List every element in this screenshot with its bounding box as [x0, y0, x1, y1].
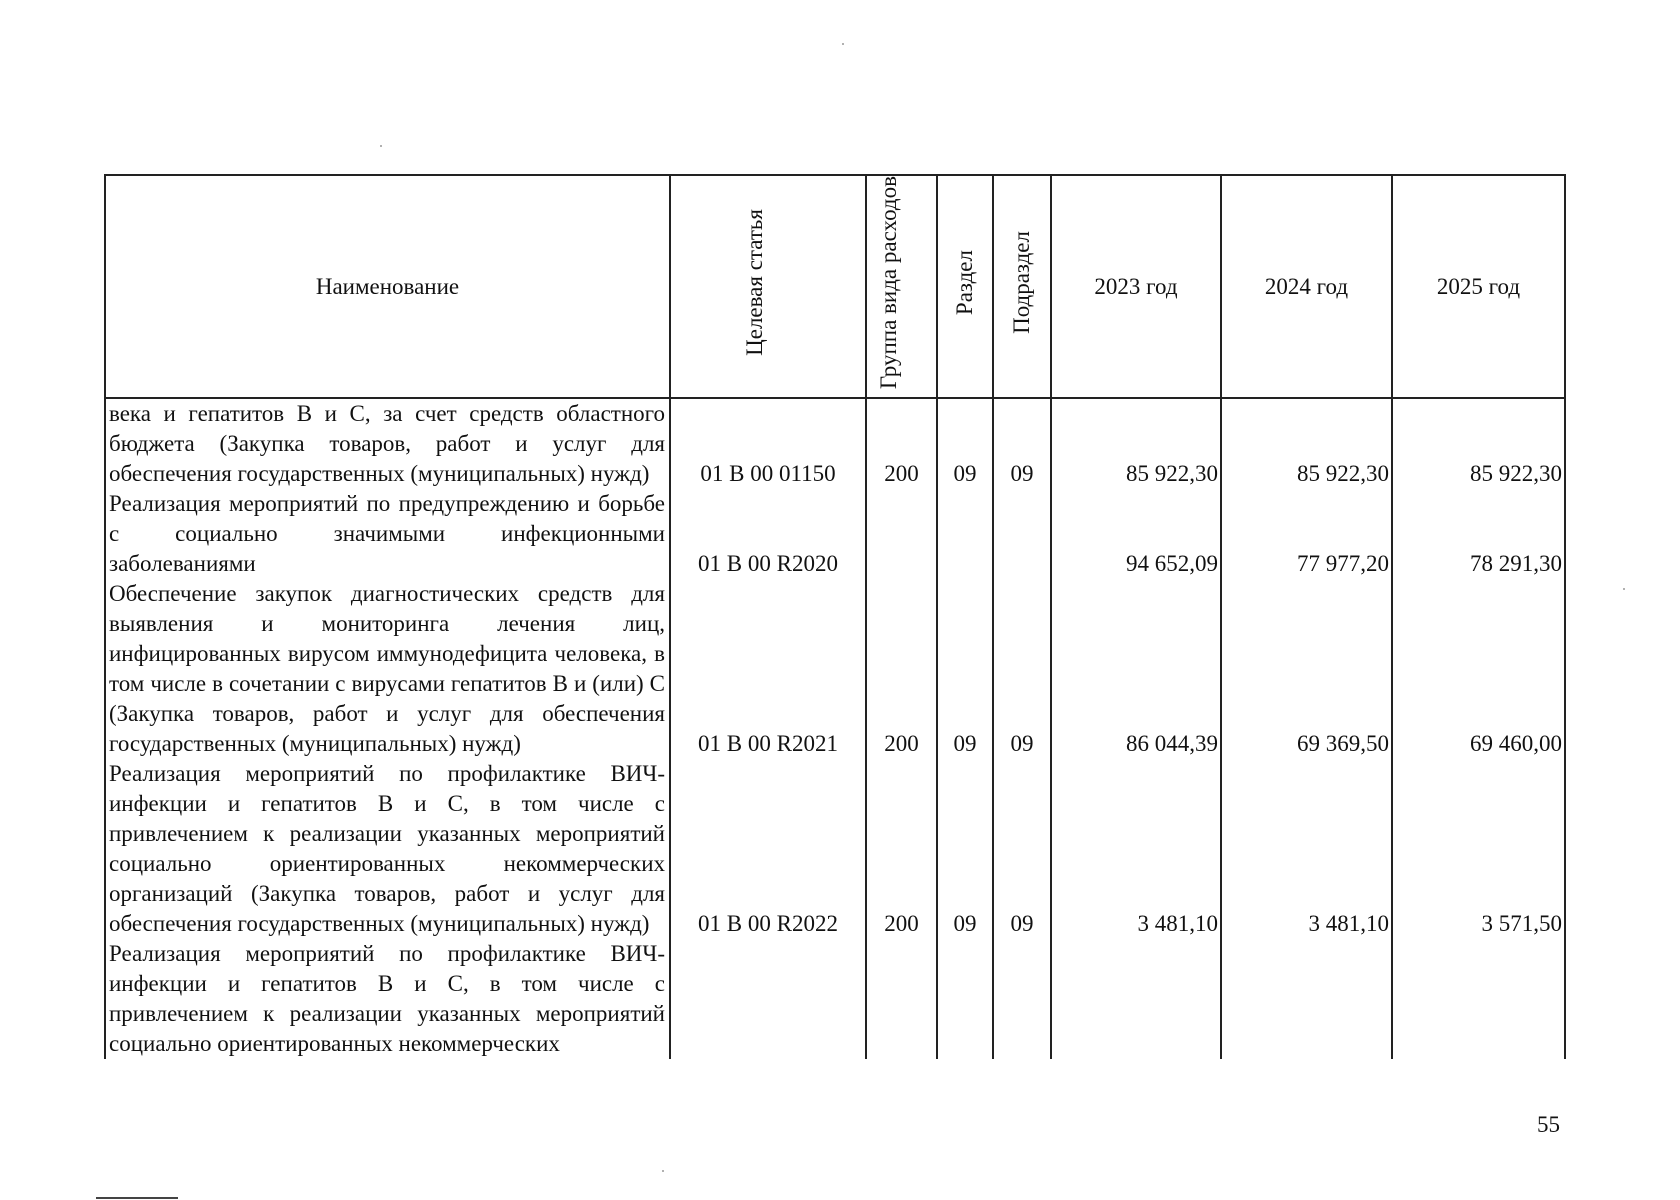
header-2023: 2023 год [1051, 175, 1221, 398]
row-section: 09 [937, 759, 993, 939]
row-expense-group: 200 [866, 579, 937, 759]
header-expense-group-text: Группа вида расходов [875, 176, 901, 390]
header-target-article-text: Целевая статья [742, 209, 767, 356]
row-subsection: 09 [993, 579, 1051, 759]
header-expense-group [866, 175, 937, 398]
row-2025: 3 571,50 [1392, 759, 1565, 939]
header-2025: 2025 год [1392, 175, 1565, 398]
footnote-rule [96, 1197, 178, 1199]
row-target-article: 01 В 00 R2022 [670, 759, 866, 939]
row-expense-group: 200 [866, 759, 937, 939]
row-name: Обеспечение закупок диагностических средств для выявления и мониторинга лечения лиц, инфицированных вирусом иммунодефицита человека, в том числе в сочетании с вирусами гепатитов В и (или) С (Закупка товаров, работ и услуг для обеспечения государственных (муниципальных) нужд) [105, 579, 670, 759]
header-subsection-text: Подраздел [1009, 231, 1034, 334]
row-2024: 85 922,30 [1221, 398, 1392, 489]
row-2025: 69 460,00 [1392, 579, 1565, 759]
header-2024: 2024 год [1221, 175, 1392, 398]
row-target-article [670, 939, 866, 1059]
header-subsection [993, 175, 1051, 398]
row-2025 [1392, 939, 1565, 1059]
table-row [105, 489, 1565, 579]
row-2023 [1051, 939, 1221, 1059]
row-expense-group: 200 [866, 398, 937, 489]
row-section: 09 [937, 398, 993, 489]
budget-table [104, 174, 1566, 1059]
row-2024: 77 977,20 [1221, 489, 1392, 579]
scan-speck [380, 145, 382, 147]
header-target-article [670, 175, 866, 398]
row-subsection [993, 939, 1051, 1059]
row-2025: 78 291,30 [1392, 489, 1565, 579]
row-section [937, 939, 993, 1059]
row-subsection [993, 489, 1051, 579]
row-2023: 94 652,09 [1051, 489, 1221, 579]
row-2024 [1221, 939, 1392, 1059]
row-name: Реализация мероприятий по предупреждению и борьбе с социально значимыми инфекционными заболеваниями [105, 489, 670, 579]
row-2023: 85 922,30 [1051, 398, 1221, 489]
row-target-article: 01 В 00 01150 [670, 398, 866, 489]
row-2024: 3 481,10 [1221, 759, 1392, 939]
row-name: Реализация мероприятий по профилактике ВИЧ-инфекции и гепатитов В и С, в том числе с привлечением к реализации указанных мероприятий социально ориентированных некоммерческих [105, 939, 670, 1059]
row-name: Реализация мероприятий по профилактике ВИЧ-инфекции и гепатитов В и С, в том числе с привлечением к реализации указанных мероприятий социально ориентированных некоммерческих организаций (Закупка товаров, работ и услуг для обеспечения государственных (муниципальных) нужд) [105, 759, 670, 939]
row-subsection: 09 [993, 398, 1051, 489]
row-name: века и гепатитов В и С, за счет средств областного бюджета (Закупка товаров, работ и услуг для обеспечения государственных (муниципальных) нужд) [105, 398, 670, 489]
row-section: 09 [937, 579, 993, 759]
page-number: 55 [1537, 1112, 1560, 1137]
row-2023: 86 044,39 [1051, 579, 1221, 759]
header-row [105, 175, 1565, 398]
row-subsection: 09 [993, 759, 1051, 939]
row-2024: 69 369,50 [1221, 579, 1392, 759]
row-expense-group [866, 939, 937, 1059]
row-2025: 85 922,30 [1392, 398, 1565, 489]
table-row [105, 579, 1565, 759]
row-section [937, 489, 993, 579]
header-section [937, 175, 993, 398]
row-target-article: 01 В 00 R2020 [670, 489, 866, 579]
table-row [105, 759, 1565, 939]
scan-speck [842, 43, 844, 45]
row-expense-group [866, 489, 937, 579]
table-row [105, 398, 1565, 489]
scan-speck [662, 1170, 664, 1172]
row-target-article: 01 В 00 R2021 [670, 579, 866, 759]
scan-speck [1623, 588, 1625, 590]
row-2023: 3 481,10 [1051, 759, 1221, 939]
header-section-text: Раздел [952, 250, 977, 316]
table-row [105, 939, 1565, 1059]
header-name: Наименование [105, 175, 670, 398]
